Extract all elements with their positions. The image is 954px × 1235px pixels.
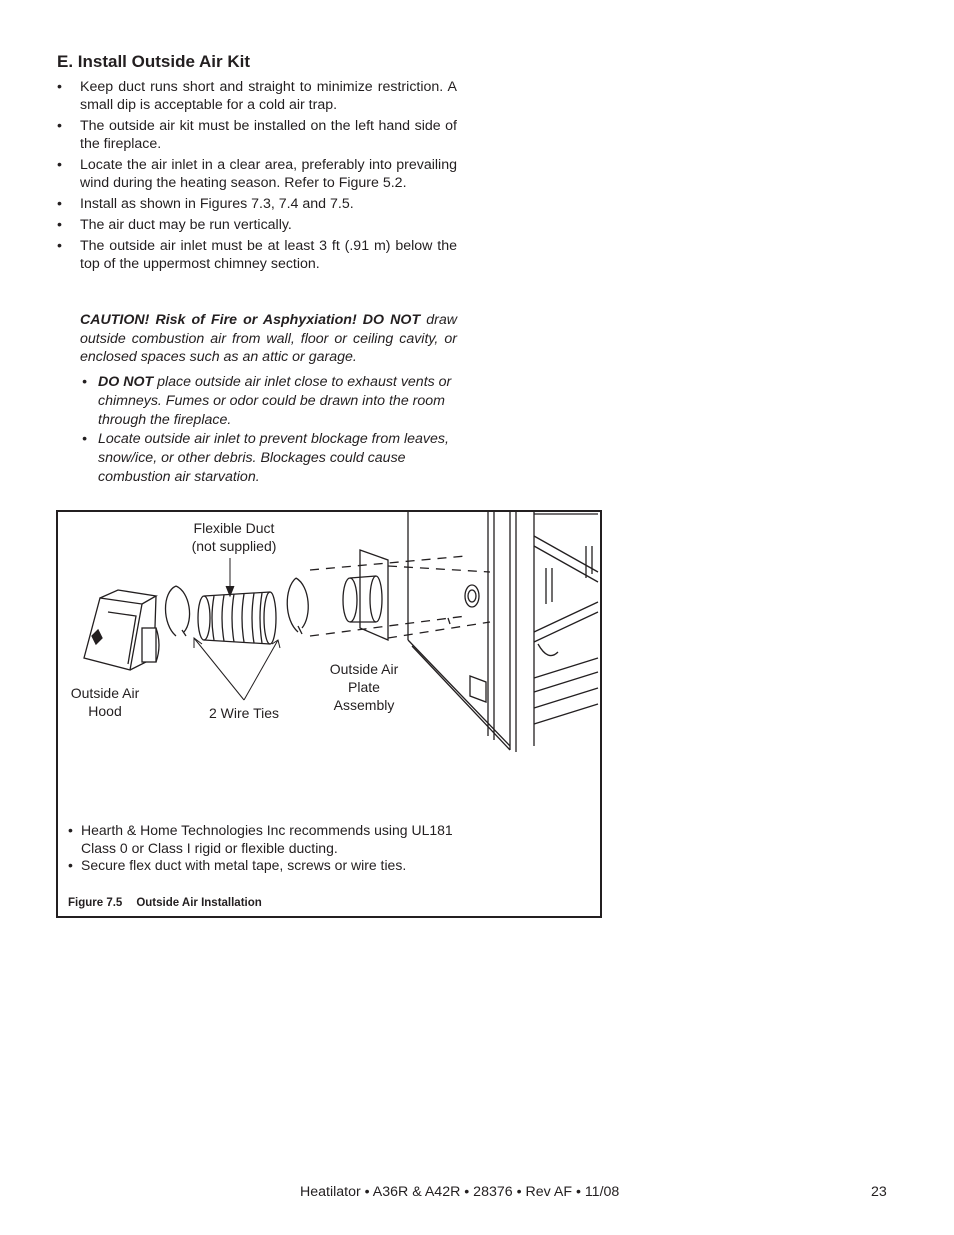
bullet-mark: • (82, 431, 87, 447)
list-item: • The outside air inlet must be at least 3 ft (.91 m) below the top of the uppermost chimney section. (57, 237, 457, 272)
caution-lead: CAUTION! Risk of Fire or Asphyxiation! DO NOT (80, 312, 421, 328)
leader-lines (194, 558, 280, 700)
alignment-lines (310, 556, 490, 638)
fireplace-cabinet-illustration (408, 512, 598, 752)
list-item: • Hearth & Home Technologies Inc recommends using UL181 Class 0 or Class I rigid or flexible ducting. (68, 822, 453, 856)
bullet-mark: • (57, 216, 62, 233)
label-outside-air-hood: Outside Air Hood (70, 685, 140, 719)
flexible-duct-illustration (198, 592, 276, 644)
bullet-mark: • (68, 822, 73, 838)
bullet-mark: • (57, 237, 62, 254)
wire-tie-left-illustration (166, 586, 190, 636)
bullet-mark: • (57, 79, 62, 95)
list-item: • The air duct may be run vertically. (57, 216, 292, 233)
list-item: • Keep duct runs short and straight to minimize restriction. A small dip is acceptable for a cold air trap. (57, 79, 457, 114)
label-air-plate-assembly: Outside Air Plate Assembly (329, 661, 399, 713)
bullet-mark: • (57, 118, 62, 134)
bullet-mark: • (57, 196, 62, 212)
figure-caption: Figure 7.5 Outside Air Installation (68, 897, 262, 909)
list-item: • Locate the air inlet in a clear area, preferably into prevailing wind during the heating season. Refer to Figure 5.2. (57, 157, 457, 192)
label-flexible-duct: Flexible Duct (not supplied) (191, 520, 277, 554)
caution-text: draw outside combustion air from wall, floor or ceiling cavity, or enclosed spaces such as an attic or garage. (80, 312, 457, 365)
page-number: 23 (871, 1184, 887, 1200)
figure-notes (68, 822, 468, 875)
caution-paragraph (80, 311, 457, 367)
instruction-list (57, 78, 457, 276)
caution-list (80, 373, 460, 487)
list-item: • Secure flex duct with metal tape, screws or wire ties. (68, 857, 407, 873)
outside-air-hood-illustration (84, 590, 159, 670)
emphasis: DO NOT (98, 374, 154, 390)
bullet-mark: • (57, 157, 62, 173)
list-item: • Install as shown in Figures 7.3, 7.4 and 7.5. (57, 196, 354, 212)
list-item: • Locate outside air inlet to prevent blockage from leaves, snow/ice, or other debris. Blockages could cause combustion air starvation. (82, 431, 449, 485)
label-wire-ties: 2 Wire Ties (208, 705, 279, 721)
list-item: • The outside air kit must be installed on the left hand side of the fireplace. (57, 118, 457, 153)
bullet-mark: • (68, 857, 73, 873)
list-item: • DO NOT place outside air inlet close to exhaust vents or chimneys. Fumes or odor could be drawn into the room through the fireplace. (82, 374, 452, 428)
bullet-mark: • (82, 374, 87, 390)
figure-7-5 (56, 510, 602, 918)
page-footer: Heatilator • A36R & A42R • 28376 • Rev AF • 11/08 (300, 1184, 620, 1200)
wire-tie-right-illustration (287, 578, 308, 634)
section-heading: E. Install Outside Air Kit (57, 52, 251, 71)
